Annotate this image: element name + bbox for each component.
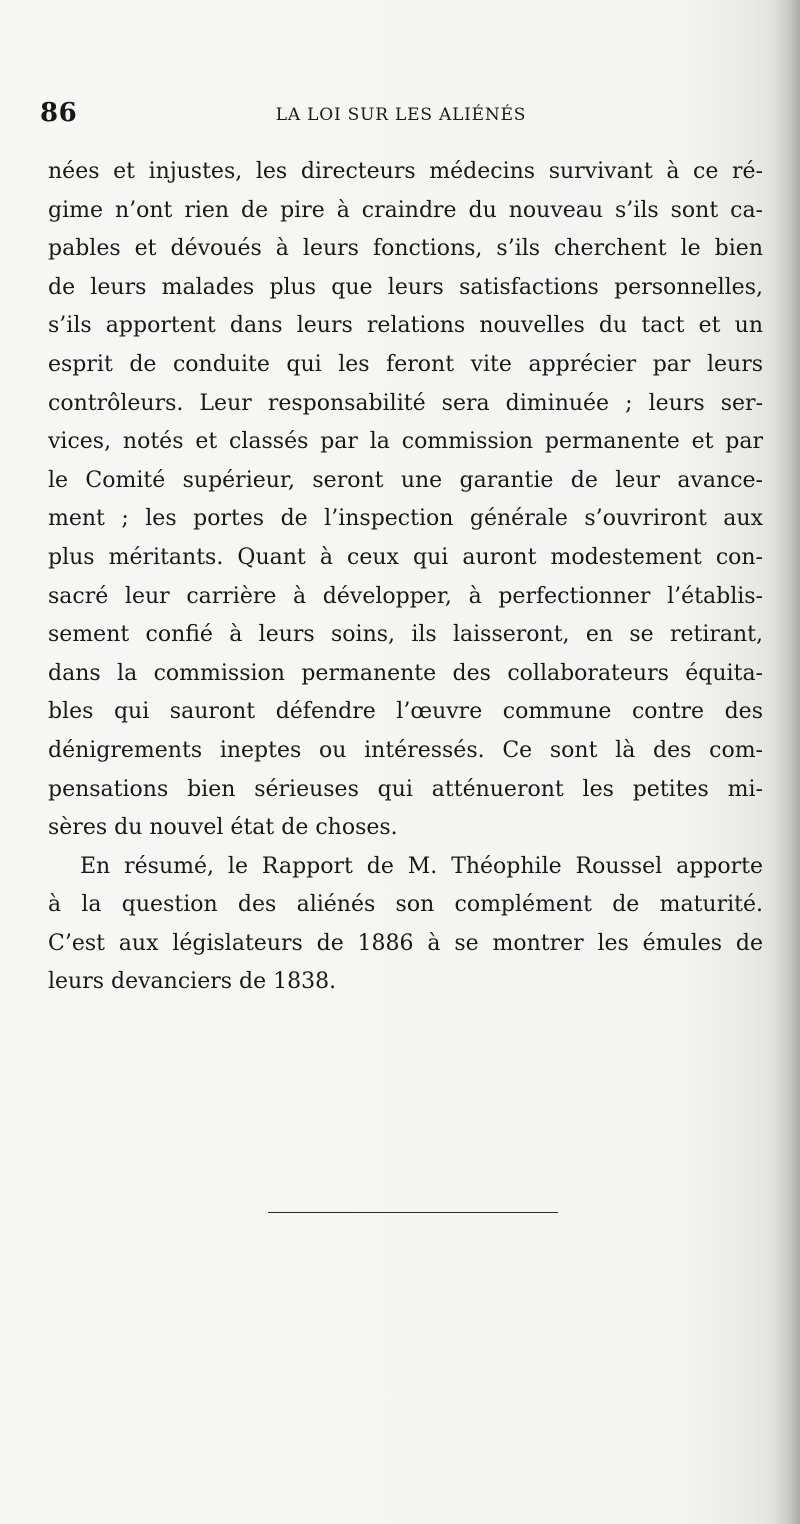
- text-line: sacré leur carrière à développer, à perfectionner l’établis-: [48, 583, 763, 609]
- paragraph-2: [48, 848, 763, 1002]
- text-line: pables et dévoués à leurs fonctions, s’ils cherchent le bien: [48, 236, 763, 262]
- text-line: nées et injustes, les directeurs médecins survivant à ce ré-: [48, 159, 763, 184]
- text-line: à la question des aliénés son complément de maturité.: [48, 892, 763, 918]
- text-line: bles qui sauront défendre l’œuvre commune contre des: [48, 699, 763, 725]
- page-edge-shadow: [774, 0, 800, 1524]
- text-line: sement confié à leurs soins, ils laisseront, en se retirant,: [48, 622, 763, 648]
- text-line: contrôleurs. Leur responsabilité sera diminuée ; leurs ser-: [48, 390, 763, 416]
- text-line: En résumé, le Rapport de M. Théophile Roussel apporte: [80, 853, 763, 879]
- text-line: sères du nouvel état de choses.: [48, 815, 398, 841]
- paragraph-1: [48, 153, 763, 848]
- text-line: C’est aux législateurs de 1886 à se montrer les émules de: [48, 930, 763, 956]
- text-line: leurs devanciers de 1838.: [48, 969, 337, 995]
- body-text: [48, 153, 763, 1002]
- page-header: [40, 98, 762, 134]
- text-line: plus méritants. Quant à ceux qui auront modestement con-: [48, 544, 763, 570]
- text-line: dans la commission permanente des collaborateurs équita-: [48, 660, 763, 686]
- section-separator-rule: [268, 1212, 558, 1213]
- running-title: LA LOI SUR LES ALIÉNÉS: [275, 105, 527, 125]
- page-number: 86: [40, 98, 78, 128]
- text-line: de leurs malades plus que leurs satisfactions personnelles,: [48, 274, 763, 300]
- text-line: pensations bien sérieuses qui atténueront les petites mi-: [48, 776, 763, 802]
- text-line: le Comité supérieur, seront une garantie de leur avance-: [48, 467, 763, 493]
- text-line: gime n’ont rien de pire à craindre du nouveau s’ils sont ca-: [48, 197, 763, 223]
- text-line: s’ils apportent dans leurs relations nouvelles du tact et un: [48, 313, 763, 339]
- text-line: dénigrements ineptes ou intéressés. Ce sont là des com-: [48, 737, 763, 763]
- text-line: vices, notés et classés par la commission permanente et par: [48, 429, 763, 455]
- text-line: esprit de conduite qui les feront vite apprécier par leurs: [48, 351, 763, 377]
- text-line: ment ; les portes de l’inspection générale s’ouvriront aux: [48, 506, 763, 532]
